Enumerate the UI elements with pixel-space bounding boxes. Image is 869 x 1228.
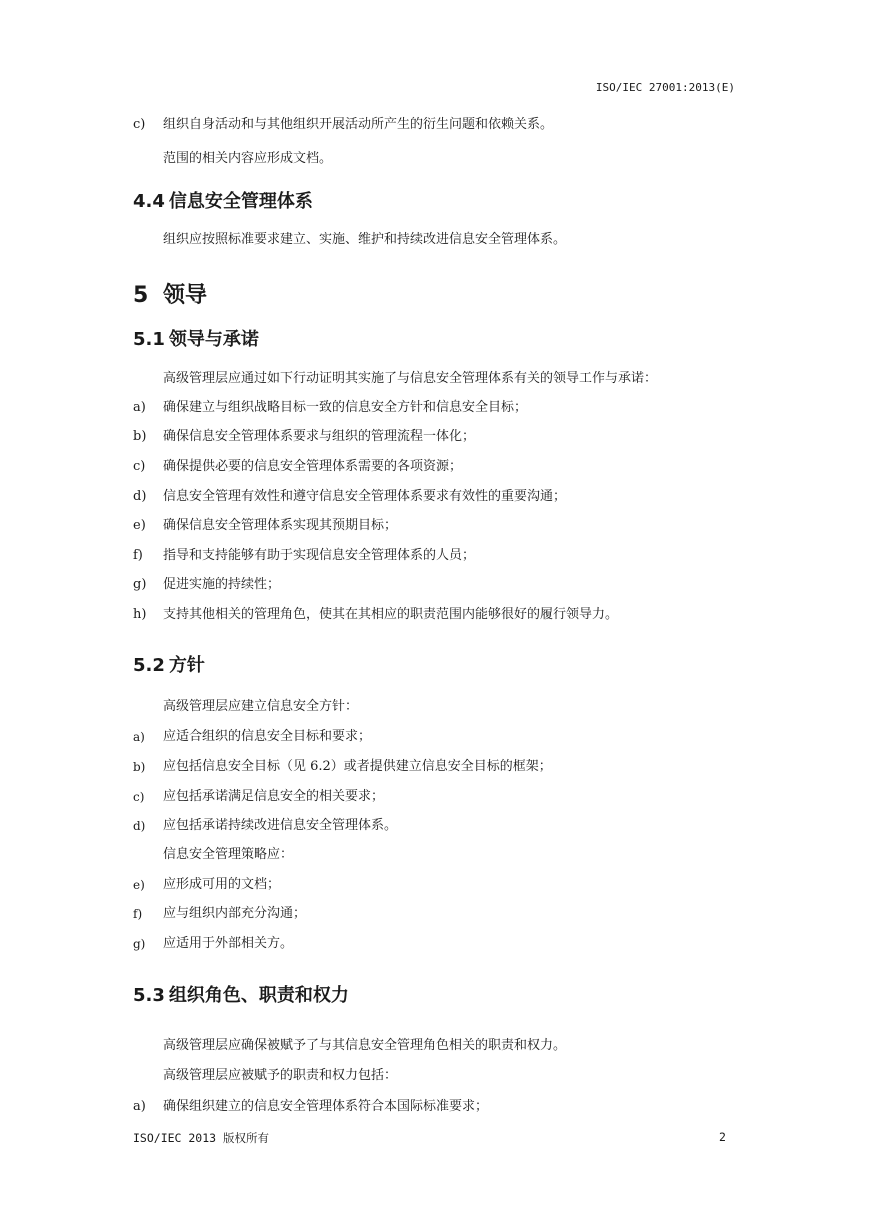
list-item-label: h) <box>133 607 147 622</box>
list-item-label: d) <box>133 489 147 504</box>
scope-note: 范围的相关内容应形成文档。 <box>163 151 333 166</box>
section-number: 5.2 <box>133 655 165 676</box>
list-item-label: f) <box>133 907 143 921</box>
section-title: 信息安全管理体系 <box>168 191 313 212</box>
section-heading-5-2 <box>133 655 205 677</box>
list-item-label: d) <box>133 819 146 833</box>
strategy-intro: 信息安全管理策略应： <box>163 847 294 862</box>
list-item-text: 应包括承诺持续改进信息安全管理体系。 <box>163 818 398 833</box>
page-number: 2 <box>719 1130 726 1144</box>
list-item-label: a) <box>133 400 146 415</box>
section-5-3-para1: 高级管理层应确保被赋予了与其信息安全管理角色相关的职责和权力。 <box>163 1038 567 1053</box>
section-heading-5-1 <box>133 329 259 351</box>
list-item-label: f) <box>133 548 143 563</box>
list-item-label: e) <box>133 878 145 892</box>
copyright-footer: ISO/IEC 2013 版权所有 <box>133 1131 270 1145</box>
list-item-text: 应包括信息安全目标（见 6.2）或者提供建立信息安全目标的框架； <box>163 759 552 774</box>
list-item-label: e) <box>133 518 146 533</box>
list-item-label: c) <box>133 790 145 804</box>
section-title: 方针 <box>168 655 205 676</box>
document-id-header: ISO/IEC 27001:2013(E) <box>595 81 735 94</box>
section-title: 组织角色、职责和权力 <box>168 985 349 1006</box>
section-heading-5-3 <box>133 985 349 1007</box>
list-item-text: 确保信息安全管理体系实现其预期目标； <box>163 518 398 533</box>
list-item-label: b) <box>133 760 146 774</box>
section-title: 领导与承诺 <box>168 329 259 350</box>
list-item-label: g) <box>133 937 146 951</box>
list-item-label: c) <box>133 117 146 132</box>
section-5-3-para2: 高级管理层应被赋予的职责和权力包括： <box>163 1068 398 1083</box>
section-number: 5.1 <box>133 329 165 350</box>
list-item-text: 确保建立与组织战略目标一致的信息安全方针和信息安全目标； <box>163 400 528 415</box>
list-item-text: 信息安全管理有效性和遵守信息安全管理体系要求有效性的重要沟通； <box>163 489 567 504</box>
section-5-2-intro: 高级管理层应建立信息安全方针： <box>163 699 359 714</box>
section-4-4-body: 组织应按照标准要求建立、实施、维护和持续改进信息安全管理体系。 <box>163 232 567 247</box>
list-item-text: 应适用于外部相关方。 <box>163 936 294 951</box>
chapter-number: 5 <box>133 283 149 308</box>
list-item-text: 确保提供必要的信息安全管理体系需要的各项资源； <box>163 459 463 474</box>
list-item-text: 应包括承诺满足信息安全的相关要求； <box>163 789 385 804</box>
chapter-heading-5 <box>133 283 207 309</box>
list-item-label: c) <box>133 459 146 474</box>
chapter-title: 领导 <box>163 283 208 308</box>
list-item-text: 应形成可用的文档； <box>163 877 281 892</box>
list-item-label: a) <box>133 1099 146 1114</box>
list-item-text: 确保组织建立的信息安全管理体系符合本国际标准要求； <box>163 1099 489 1114</box>
list-item-text: 组织自身活动和与其他组织开展活动所产生的衍生问题和依赖关系。 <box>163 117 554 132</box>
list-item-label: g) <box>133 577 147 592</box>
section-number: 5.3 <box>133 985 165 1006</box>
list-item-text: 确保信息安全管理体系要求与组织的管理流程一体化； <box>163 429 476 444</box>
section-number: 4.4 <box>133 191 165 212</box>
list-item-text: 促进实施的持续性； <box>163 577 281 592</box>
list-item-label: b) <box>133 429 147 444</box>
section-5-1-intro: 高级管理层应通过如下行动证明其实施了与信息安全管理体系有关的领导工作与承诺： <box>163 371 658 386</box>
list-item-label: a) <box>133 730 145 744</box>
list-item-text: 支持其他相关的管理角色，使其在其相应的职责范围内能够很好的履行领导力。 <box>163 607 619 622</box>
list-item-text: 指导和支持能够有助于实现信息安全管理体系的人员； <box>163 548 476 563</box>
section-heading-4-4 <box>133 191 313 213</box>
list-item-text: 应与组织内部充分沟通； <box>163 906 307 921</box>
list-item-text: 应适合组织的信息安全目标和要求； <box>163 729 372 744</box>
